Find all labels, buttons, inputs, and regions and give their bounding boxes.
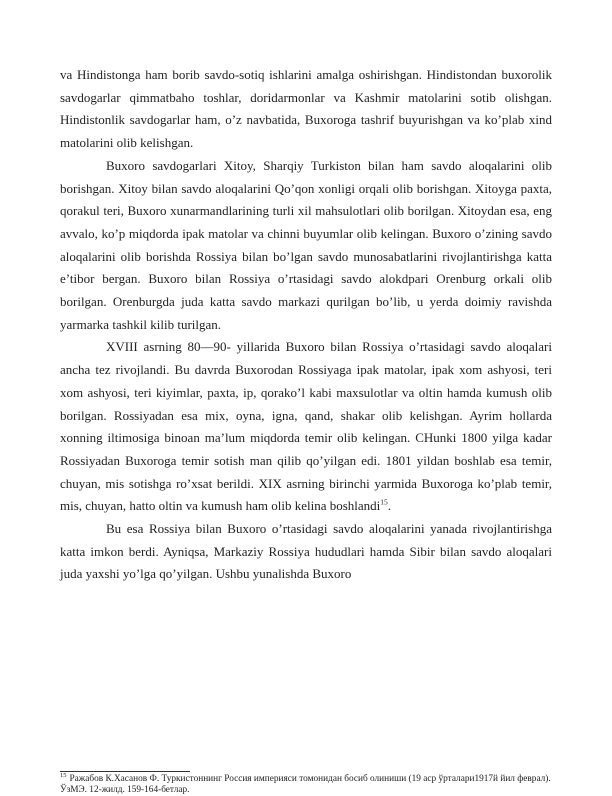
paragraph-2: Buxoro savdogarlari Xitoy, Sharqiy Turkiston bilan ham savdo aloqalarini olib borishgan. Xitoy bilan savdo aloqalarini Qo’qon xonligi orqali olib borishgan. Xitoyga paxta, qorakul teri, Buxoro xunarmandlarining turli xil mahsulotlari olib borilgan. Xitoydan esa, eng avvalo, ko’p miqdorda ipak matolar va chinni buyumlar olib kelingan. Buxoro o’zining savdo aloqalarini olib borishda Rossiya bilan bo’lgan savdo munosabatlarini rivojlantirishga katta e’tibor bergan. Buxoro bilan Rossiya o’rtasidagi savdo alokdpari Orenburg orkali olib borilgan. Orenburgda juda katta savdo markazi qurilgan bo’lib, u yerda doimiy ravishda yarmarka tashkil kilib turilgan.: [60, 157, 552, 332]
paragraph-3-end: .: [387, 498, 392, 514]
paragraph-3-text: XVIII asrning 80—90- yillarida Buxoro bilan Rossiya o’rtasidagi savdo aloqalari ancha tez rivojlandi. Bu davrda Buxorodan Rossiyaga ipak matolar, ipak xom ashyosi, teri xom ashyosi, teri kiyimlar, paxta, ip, qorako’l kabi maxsulotlar va oltin hamda kumush olib borilgan. Rossiyadan esa mix, oyna, igna, qand, shakar olib kelishgan. Ayrim hollarda xonning iltimosiga binoan ma’lum miqdorda temir olib kelingan. CHunki 1800 yilga kadar Rossiyadan Buxoroga temir sotish man qilib qo’yilgan edi. 1801 yildan boshlab esa temir, chuyan, mis sotishga ro’xsat berildi. XIX asrning birinchi yarmida Buxoroga ko’plab temir, mis, chuyan, hatto oltin va kumush ham olib kelina boshlandi: [60, 339, 552, 514]
paragraph-4: Bu esa Rossiya bilan Buxoro o’rtasidagi savdo aloqalarini yanada rivojlantirishga katta imkon berdi. Ayniqsa, Markaziy Rossiya hududlari hamda Sibir bilan savdo aloqalari juda yaxshi yo’lga qo’yilgan. Ushbu yunalishda Buxoro: [60, 521, 552, 582]
footnote-reference[interactable]: 15: [380, 498, 388, 508]
footnote-mark: 15: [60, 771, 67, 779]
paragraph-3: [60, 336, 552, 518]
document-body: [60, 64, 552, 586]
footnote: [60, 771, 552, 796]
paragraph-1: va Hindistonga ham borib savdo-sotiq ishlarini amalga oshirishgan. Hindistondan buxorolik savdogarlar qimmatbaho toshlar, doridarmonlar va Kashmir matolarini sotib olishgan. Hindistonlik savdogarlar ham, o’z navbatida, Buxoroga tashrif buyurishgan va ko’plab xind matolarini olib kelishgan.: [60, 67, 552, 151]
footnote-divider: [60, 771, 190, 772]
footnote-text: Ражабов К.Хасанов Ф. Туркистоннинг Россия империяси томонидан босиб олиниши (19 аср ўрталари1917й йил феврал). ЎзМЭ. 12-жилд. 159-164-бетлар.: [60, 774, 551, 795]
